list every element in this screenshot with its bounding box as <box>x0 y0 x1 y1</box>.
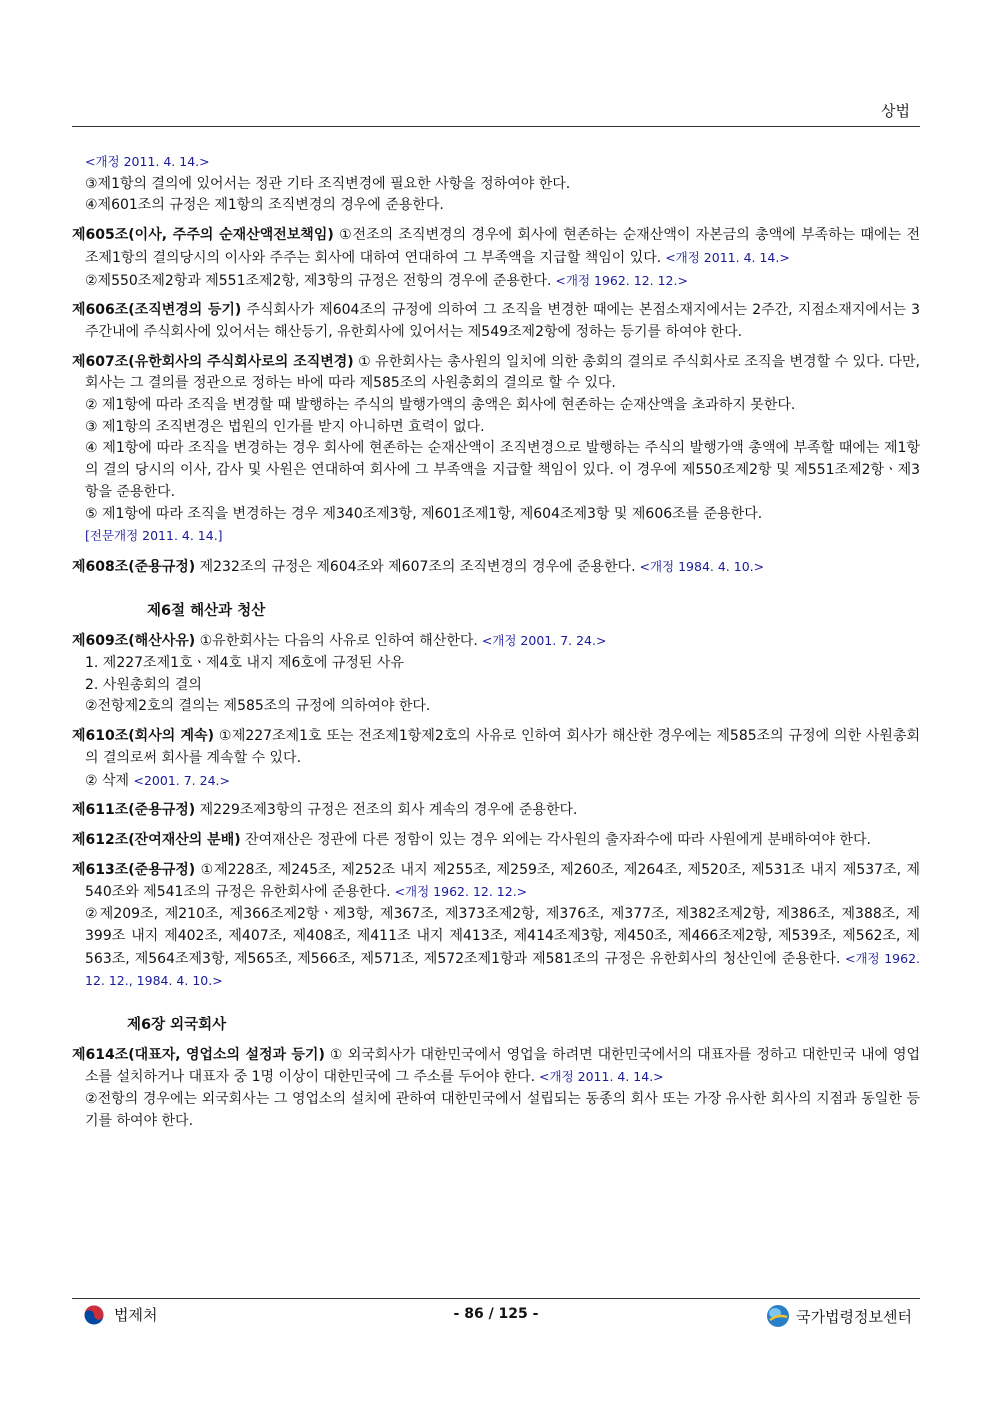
amend-note: [전문개정 2011. 4. 14.] <box>85 528 223 544</box>
paragraph: ③제1항의 결의에 있어서는 정관 기타 조직변경에 필요한 사항을 정하여야 한다. <box>85 175 571 192</box>
article-613 <box>72 860 920 904</box>
paragraph: ⑤ 제1항에 따라 조직을 변경하는 경우 제340조제3항, 제601조제1항, 제604조제3항 및 제606조를 준용한다. <box>85 505 763 522</box>
article-heading: 제608조(준용규정) <box>72 558 196 575</box>
article-text: ①제227조제1호 또는 전조제1항제2호의 사유로 인하여 회사가 해산한 경우에는 제585조의 규정에 의한 사원총회의 결의로써 회사를 계속할 수 있다. <box>85 728 920 766</box>
article-608 <box>72 556 920 579</box>
article-text: ①전조의 조직변경의 경우에 회사에 현존하는 순재산액이 자본금의 총액에 부족하는 때에는 전조제1항의 결의당시의 이사와 주주는 회사에 대하여 연대하여 그 부족액을 지급할 책임이 있다. <box>85 227 920 266</box>
paragraph: ③ 제1항의 조직변경은 법원의 인가를 받지 아니하면 효력이 없다. <box>85 418 485 435</box>
article-605 <box>72 225 920 269</box>
chapter-heading: 제6장 외국회사 <box>127 1016 227 1033</box>
article-text: 제232조의 규정은 제604조와 제607조의 조직변경의 경우에 준용한다. <box>195 558 636 575</box>
amend-note: <개정 2001. 7. 24.> <box>477 633 607 649</box>
page-number: - 86 / 125 - <box>453 1306 539 1322</box>
paragraph: ②제550조제2항과 제551조제2항, 제3항의 규정은 전항의 경우에 준용한다. <개정 1962. 12. 12.> <box>85 272 688 289</box>
article-text: ①제228조, 제245조, 제252조 내지 제255조, 제259조, 제260조, 제264조, 제520조, 제531조 내지 제537조, 제540조와 제541조의 규정은 유한회사에 준용한다. <box>85 861 920 901</box>
section-heading: 제6절 해산과 청산 <box>147 602 266 619</box>
article-heading: 제614조(대표자, 영업소의 설정과 등기) <box>72 1046 325 1063</box>
document-body <box>72 151 920 1132</box>
article-609 <box>72 630 920 653</box>
article-607 <box>72 352 920 395</box>
article-heading: 제606조(조직변경의 등기) <box>72 302 242 319</box>
footer-rule <box>72 1298 920 1299</box>
globe-logo-icon <box>766 1304 790 1328</box>
amend-note: <개정 1962. 12. 12., 1984. 4. 10.> <box>85 950 920 989</box>
article-text: ① 유한회사는 총사원의 일치에 의한 총회의 결의로 주식회사로 조직을 변경할 수 있다. 다만, 회사는 그 결의를 정관으로 정하는 바에 따라 제585조의 사원총회의 결의로 할 수 있다. <box>85 353 920 392</box>
article-heading: 제611조(준용규정) <box>72 802 196 819</box>
footer-left-label: 법제처 <box>114 1306 158 1324</box>
paragraph: ②제209조, 제210조, 제366조제2항ㆍ제3항, 제367조, 제373조제2항, 제376조, 제377조, 제382조제2항, 제386조, 제388조, 제399조 내지 제402조, 제407조, 제408조, 제411조 내지 제413조, 제414조제3항, 제450조, 제466조제2항, 제539조, 제562조, 제563조, 제564조제3항, 제565조, 제566조, 제571조, 제572조제1항과 제581조의 규정은 유한회사의 청산인에 준용한다. <개정 1962. 12. 12., 1984. 4. 10.> <box>85 906 920 989</box>
list-item: 1. 제227조제1호ㆍ제4호 내지 제6호에 규정된 사유 <box>85 655 404 672</box>
amend-note: <개정 1962. 12. 12.> <box>551 272 688 288</box>
paragraph: ② 삭제 <2001. 7. 24.> <box>85 772 230 789</box>
paragraph: ② 제1항에 따라 조직을 변경할 때 발행하는 주식의 발행가액의 총액은 회사에 현존하는 순재산액을 초과하지 못한다. <box>85 397 796 414</box>
article-612 <box>72 830 920 852</box>
article-heading: 제612조(잔여재산의 분배) <box>72 831 241 848</box>
amend-note: <개정 2011. 4. 14.> <box>85 154 210 169</box>
amend-note: <개정 1984. 4. 10.> <box>635 558 765 574</box>
paragraph: ②전항의 경우에는 외국회사는 그 영업소의 설치에 관하여 대한민국에서 설립되는 동종의 회사 또는 가장 유사한 회사의 지점과 동일한 등기를 하여야 한다. <box>85 1091 920 1129</box>
footer-right <box>766 1304 912 1328</box>
amend-note: <개정 2011. 4. 14.> <box>535 1069 664 1085</box>
article-611 <box>72 800 920 822</box>
article-text: ① 외국회사가 대한민국에서 영업을 하려면 대한민국에서의 대표자를 정하고 대한민국 내에 영업소를 설치하거나 대표자 중 1명 이상이 대한민국에 그 주소를 두어야 한다. <box>85 1046 921 1086</box>
article-text: 잔여재산은 정관에 다른 정함이 있는 경우 외에는 각사원의 출자좌수에 따라 사원에게 분배하여야 한다. <box>240 831 871 848</box>
paragraph: ②전항제2호의 결의는 제585조의 규정에 의하여야 한다. <box>85 698 431 715</box>
article-614 <box>72 1045 920 1089</box>
amend-note: <개정 2011. 4. 14.> <box>661 249 790 265</box>
article-610 <box>72 726 920 769</box>
header-rule <box>72 126 920 127</box>
amend-note: <개정 1962. 12. 12.> <box>390 884 528 900</box>
amend-note: <2001. 7. 24.> <box>133 772 230 788</box>
footer-right-label: 국가법령정보센터 <box>796 1307 912 1326</box>
page-footer <box>72 1304 920 1330</box>
article-heading: 제605조(이사, 주주의 순재산액전보책임) <box>72 227 334 244</box>
article-heading: 제607조(유한회사의 주식회사로의 조직변경) <box>72 353 354 370</box>
article-text: 주식회사가 제604조의 규정에 의하여 그 조직을 변경한 때에는 본점소재지에서는 2주간, 지점소재지에서는 3주간내에 주식회사에 있어서는 해산등기, 유한회사에 있어서는 제549조제2항에 정하는 등기를 하여야 한다. <box>85 302 920 340</box>
article-heading: 제609조(해산사유) <box>72 633 196 650</box>
paragraph: ④ 제1항에 따라 조직을 변경하는 경우 회사에 현존하는 순재산액이 조직변경으로 발행하는 주식의 발행가액 총액에 부족할 때에는 제1항의 결의 당시의 이사, 감사 및 사원은 연대하여 회사에 그 부족액을 지급할 책임이 있다. 이 경우에 제550조제2항 및 제551조제2항ㆍ제3항을 준용한다. <box>85 440 920 500</box>
list-item: 2. 사원총회의 결의 <box>85 676 202 693</box>
page-header-title: 상법 <box>881 102 910 120</box>
article-text: ①유한회사는 다음의 사유로 인하여 해산한다. <box>195 633 478 650</box>
paragraph: ④제601조의 규정은 제1항의 조직변경의 경우에 준용한다. <box>85 197 444 214</box>
article-text: 제229조제3항의 규정은 전조의 회사 계속의 경우에 준용한다. <box>195 802 578 819</box>
article-heading: 제613조(준용규정) <box>72 861 196 878</box>
article-606 <box>72 300 920 343</box>
article-heading: 제610조(회사의 계속) <box>72 728 214 745</box>
